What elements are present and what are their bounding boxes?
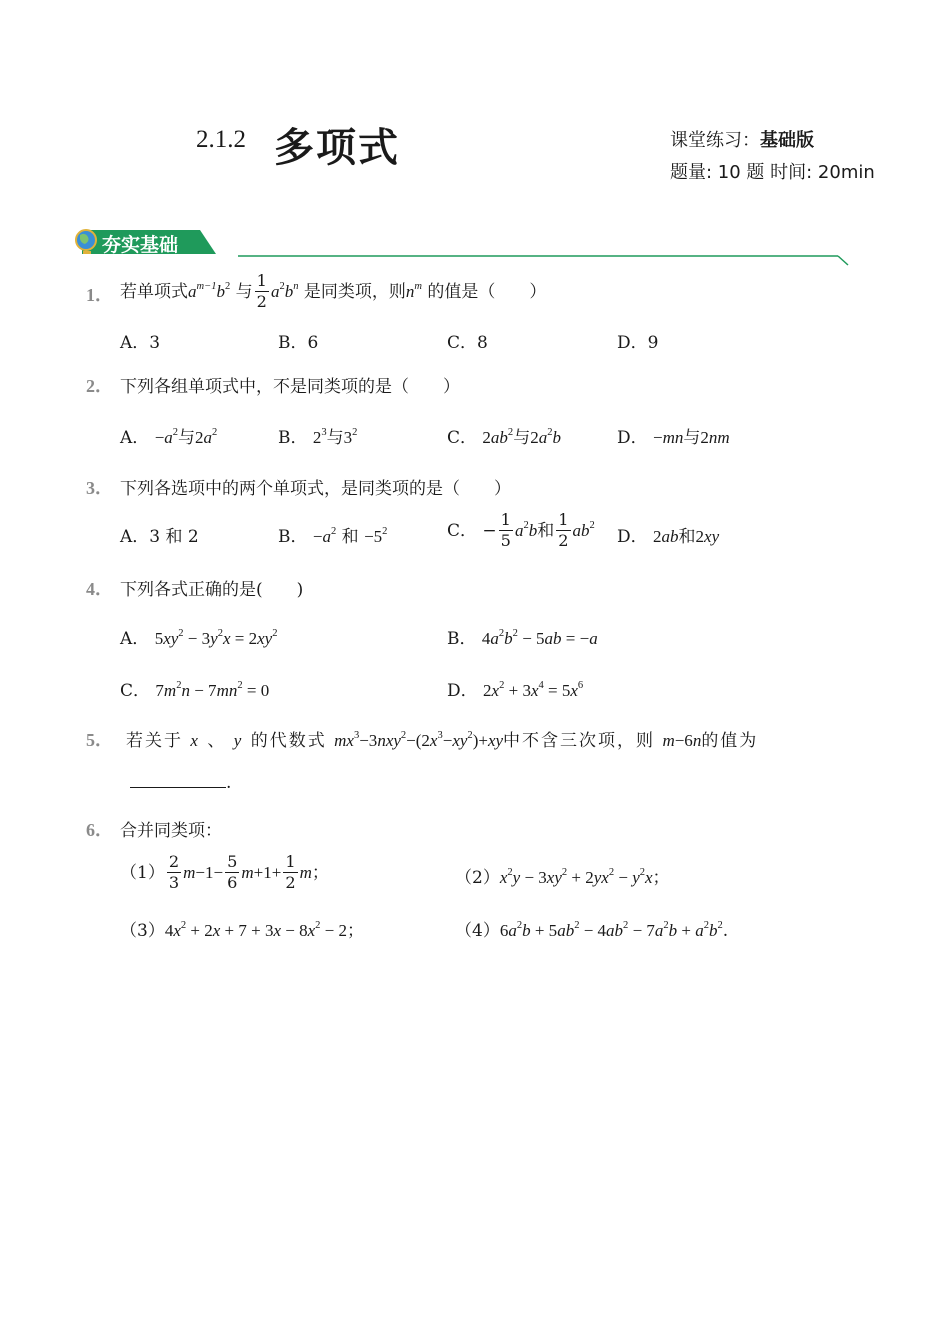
q1-option-c[interactable]: C．8 (447, 333, 488, 353)
practice-level: 基础版 (760, 130, 814, 151)
question-5-blank[interactable]: . (130, 773, 231, 793)
q2-option-b[interactable]: B． $2^3$与$3^2$ (278, 426, 358, 448)
q6-item-1: （1） $\frac{2}{3}$ m−1− $\frac{5}{6}$ m+1+ $\frac{1}{2}$ m； (120, 852, 329, 892)
banner-graphic (72, 226, 852, 270)
practice-label: 课堂练习： (670, 130, 760, 151)
question-6: 6． (86, 820, 113, 840)
section-title: 夯实基础 (102, 234, 179, 256)
count-time: 题量: 10 题 时间: 20min (670, 162, 875, 183)
fraction: $\frac{1}{2}$ (256, 271, 267, 311)
q3-option-d[interactable]: D． 2ab和2xy (617, 527, 720, 547)
q1-option-b[interactable]: B．6 (278, 333, 319, 353)
q6-item-3: $(3)4x^2 + 2x + 7 + 3x - 8x^2 - 2$； (120, 919, 365, 941)
q3-option-a[interactable]: A．3 和 2 (120, 527, 199, 547)
q2-option-a[interactable]: A． $-a^2$与$2a^2$ (120, 426, 218, 448)
globe-icon (72, 226, 102, 258)
practice-info (670, 126, 814, 152)
question-1 (86, 281, 113, 307)
q3-option-b[interactable]: B． $-a^2$ 和 $-5^2$ (278, 525, 388, 547)
question-3-text: 下列各选项中的两个单项式，是同类项的是（ ） (120, 479, 511, 499)
question-2-text: 下列各组单项式中，不是同类项的是（ ） (120, 377, 460, 397)
q6-item-4: $(4)6a^2b + 5ab^2 - 4ab^2 - 7a^2b + a^2b^2$. (455, 919, 729, 941)
question-5-text: 若关于 x 、 y 的代数式 $mx^3-3nxy^2-(2x^3-xy^2)+xy$中不含三次项，则 m−6n的值为 (126, 729, 759, 751)
section-banner (72, 226, 852, 270)
q6-item-2: $(2)x^2y - 3xy^2 + 2yx^2 - y^2x$； (455, 866, 670, 888)
question-number: 1． (86, 285, 113, 305)
question-3: 3． (86, 478, 113, 498)
question-4-text: 下列各式正确的是( ) (120, 580, 304, 600)
q4-option-d[interactable]: D． $2x^2 + 3x^4 = 5x^6$ (447, 679, 584, 701)
lesson-number: 2.1.2 (196, 126, 246, 153)
q4-option-c[interactable]: C． $7m^2n - 7mn^2 = 0$ (120, 679, 270, 701)
q2-option-c[interactable]: C． $2ab^2$与$2a^2b$ (447, 426, 561, 448)
q1-option-d[interactable]: D．9 (617, 333, 659, 353)
q4-option-a[interactable]: A． $5xy^2 - 3y^2x = 2xy^2$ (120, 627, 278, 649)
question-1-text: 若单项式$a^{m-1}b^2$ 与 $\frac{1}{2}$ $a^2b^n$ 是同类项，则$n^m$ 的值是（ ） (120, 271, 547, 311)
q1-option-a[interactable]: A．3 (120, 333, 161, 353)
question-4: 4． (86, 579, 113, 599)
q3-option-c[interactable]: C． − $\frac{1}{5}$ $a^2b$和 $\frac{1}{2}$ $ab^2$ (447, 510, 595, 550)
lesson-title: 多项式 (274, 125, 400, 171)
question-2: 2． (86, 376, 113, 396)
question-5: 5． (86, 730, 113, 750)
q4-option-b[interactable]: B． $4a^2b^2 - 5ab = -a$ (447, 627, 598, 649)
q2-option-d[interactable]: D． −mn与2nm (617, 428, 730, 448)
question-6-text: 合并同类项： (120, 821, 222, 841)
